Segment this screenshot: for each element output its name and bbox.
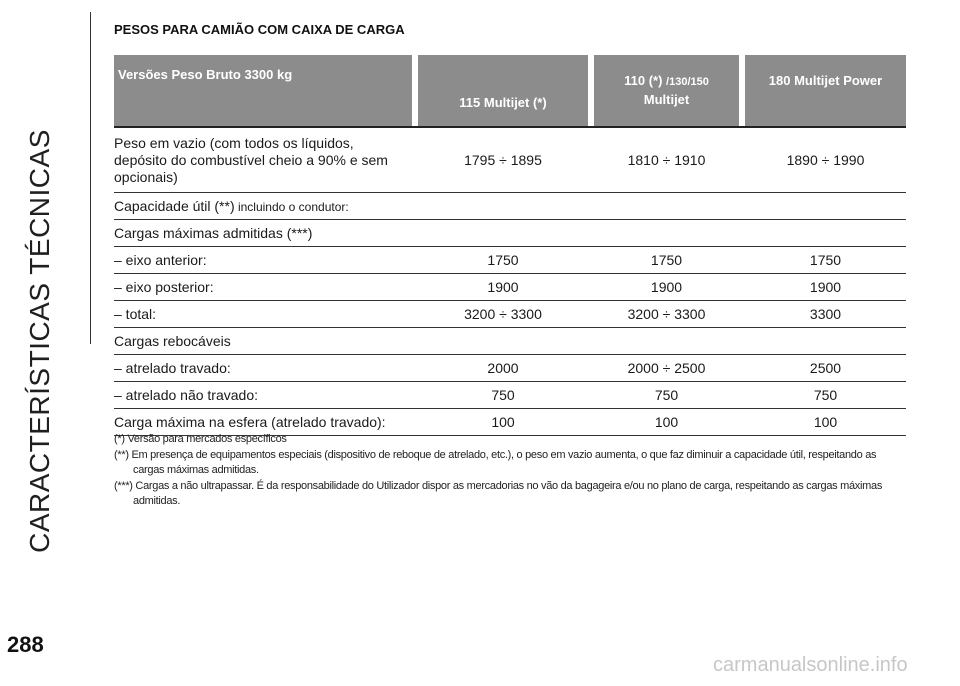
cell-115: 100 — [418, 409, 588, 436]
header-130-150: /130/150 — [666, 76, 709, 88]
header-110-130-150-multijet — [594, 55, 739, 127]
weights-table — [114, 55, 906, 436]
footnote: (**) Em presença de equipamentos especiais (dispositivo de reboque de atrelado, etc.), o peso em vazio aumenta, o que faz diminuir a capacidade útil, respeitando as cargas máximas admitidas. — [114, 449, 877, 476]
cell-180: 2500 — [745, 355, 906, 382]
row-label: Capacidade útil (**) incluindo o condutor: — [114, 193, 906, 220]
page-number: 288 — [7, 632, 44, 657]
watermark: carmanualsonline.info — [713, 654, 908, 676]
cell-110: 1900 — [594, 274, 739, 301]
cell-115: 1900 — [418, 274, 588, 301]
cell-180: 750 — [745, 382, 906, 409]
header-180-multijet-power: 180 Multijet Power — [745, 55, 906, 127]
side-section-title-text: CARACTERÍSTICAS TÉCNICAS — [24, 129, 55, 553]
header-110-main: 110 (*) — [624, 73, 663, 88]
table-header-row — [114, 55, 906, 127]
row-label: – total: — [114, 301, 412, 328]
table-row — [114, 382, 906, 409]
table-row — [114, 247, 906, 274]
header-115-multijet: 115 Multijet (*) — [418, 55, 588, 127]
cell-180: 1750 — [745, 247, 906, 274]
section-title: PESOS PARA CAMIÃO COM CAIXA DE CARGA — [114, 22, 405, 37]
weights-table-container — [114, 55, 906, 436]
cell-115: 3200 ÷ 3300 — [418, 301, 588, 328]
row-label: Cargas máximas admitidas (***) — [114, 220, 906, 247]
cell-115: 2000 — [418, 355, 588, 382]
table-row — [114, 301, 906, 328]
table-row — [114, 193, 906, 220]
header-multijet: Multijet — [643, 92, 690, 107]
row-label: – atrelado travado: — [114, 355, 412, 382]
header-versions: Versões Peso Bruto 3300 kg — [114, 55, 412, 127]
cell-115: 1795 ÷ 1895 — [418, 127, 588, 193]
row-label: – eixo posterior: — [114, 274, 412, 301]
table-row — [114, 127, 906, 193]
cell-110: 1810 ÷ 1910 — [594, 127, 739, 193]
table-row — [114, 274, 906, 301]
cell-110: 3200 ÷ 3300 — [594, 301, 739, 328]
footnote: (***) Cargas a não ultrapassar. É da responsabilidade do Utilizador dispor as mercadorias no vão da bagageira e/ou no plano de carga, respeitando as cargas máximas admitidas. — [114, 480, 883, 507]
footnotes — [114, 432, 909, 510]
row-note: incluindo o condutor: — [234, 200, 349, 214]
row-label: – eixo anterior: — [114, 247, 412, 274]
footnote: (*) Versão para mercados específicos — [114, 433, 287, 445]
row-label: Peso em vazio (com todos os líquidos, depósito do combustível cheio a 90% e sem opcionais) — [114, 127, 412, 193]
cell-180: 1890 ÷ 1990 — [745, 127, 906, 193]
cell-110: 2000 ÷ 2500 — [594, 355, 739, 382]
table-row — [114, 220, 906, 247]
cell-110: 100 — [594, 409, 739, 436]
cell-115: 1750 — [418, 247, 588, 274]
side-divider — [90, 12, 91, 344]
table-row — [114, 355, 906, 382]
cell-115: 750 — [418, 382, 588, 409]
row-label: – atrelado não travado: — [114, 382, 412, 409]
cell-180: 1900 — [745, 274, 906, 301]
cell-110: 750 — [594, 382, 739, 409]
cell-180: 3300 — [745, 301, 906, 328]
row-label: Cargas rebocáveis — [114, 328, 906, 355]
table-row — [114, 328, 906, 355]
cell-180: 100 — [745, 409, 906, 436]
row-label: Carga máxima na esfera (atrelado travado): — [114, 409, 412, 436]
cell-110: 1750 — [594, 247, 739, 274]
